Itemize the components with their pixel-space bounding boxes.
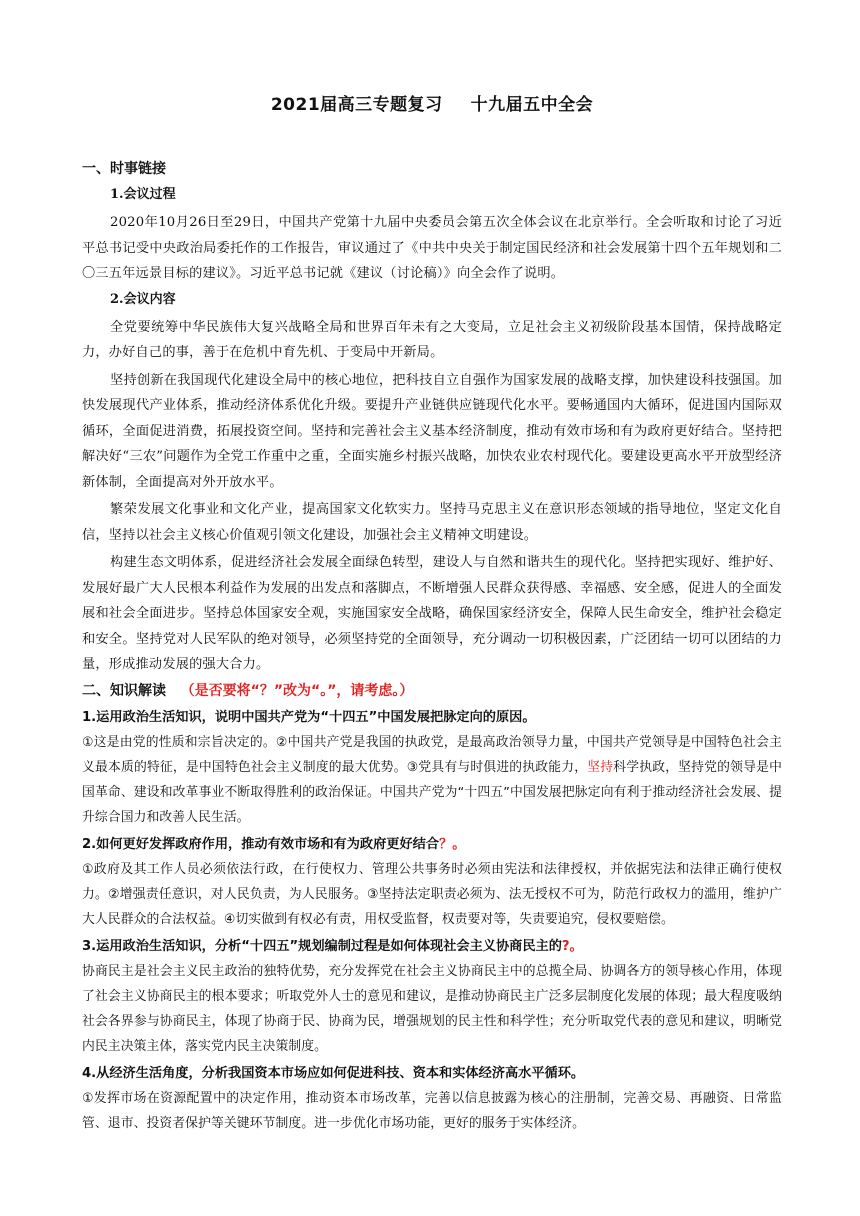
- paragraph: 坚持创新在我国现代化建设全局中的核心地位，把科技自立自强作为国家发展的战略支撑，加快建设科技强国。加快发展现代产业体系，推动经济体系优化升级。要提升产业链供应链现代化水平。要畅通国内大循环，促进国内国际双循环，全面促进消费，拓展投资空间。坚持和完善社会主义基本经济制度，推动有效市场和有为政府更好结合。坚持把解决好“三农”问题作为全党工作重中之重，全面实施乡村振兴战略，加快农业农村现代化。要建设更高水平开放型经济新体制，全面提高对外开放水平。: [82, 372, 782, 490]
- answer-3: 协商民主是社会主义民主政治的独特优势，充分发挥党在社会主义协商民主中的总揽全局、协调各方的领导核心作用，体现了社会主义协商民主的根本要求；听取党外人士的意见和建议，是推动协商民主广泛多层制度化发展的体现；最大程度吸纳社会各界参与协商民主，体现了协商于民、协商为民，增强规划的民主性和科学性；充分听取党代表的意见和建议，明晰党内民主决策主体，落实党内民主决策制度。: [82, 963, 782, 1055]
- answer-4: ①发挥市场在资源配置中的决定作用，推动资本市场改革，完善以信息披露为核心的注册制，完善交易、再融资、日常监管、退市、投资者保护等关键环节制度。进一步优化市场功能，更好的服务于实体经济。: [82, 1090, 782, 1132]
- page-title: [82, 92, 782, 118]
- question-block-1: [82, 706, 782, 831]
- answer-2: ①政府及其工作人员必须依法行政，在行使权力、管理公共事务时必须由宪法和法律授权，并依据宪法和法律正确行使权力。②增强责任意识，对人民负责，为人民服务。③坚持法定职责必须为、法无授权不可为，防范行政权力的滥用，维护广大人民群众的合法权益。④切实做到有权必有责，用权受监督，权责要对等，失责要追究，侵权要赔偿。: [82, 861, 782, 928]
- question-2: 2.如何更好发挥政府作用，推动有效市场和有为政府更好结合？。: [82, 836, 466, 852]
- document-body: [82, 92, 782, 1138]
- paragraph: 全党要统筹中华民族伟大复兴战略全局和世界百年未有之大变局，立足社会主义初级阶段基本国情，保持战略定力，办好自己的事，善于在危机中育先机、于变局中开新局。: [82, 319, 782, 360]
- section-1-sub2-heading: 2.会议内容: [110, 291, 176, 307]
- title-right: 十九届五中全会: [470, 95, 594, 115]
- highlight-text: 坚持: [587, 759, 614, 775]
- question-3: 3.运用政治生活知识，分析“十四五”规划编制过程是如何体现社会主义协商民主的?。: [82, 938, 583, 954]
- paragraph: 构建生态文明体系，促进经济社会发展全面绿色转型，建设人与自然和谐共生的现代化。坚持把实现好、维护好、发展好最广大人民根本利益作为发展的出发点和落脚点，不断增强人民群众获得感、幸福感、安全感，促进人的全面发展和社会全面进步。坚持总体国家安全观，实施国家安全战略，确保国家经济安全，保障人民生命安全，维护社会稳定和安全。坚持党对人民军队的绝对领导，必须坚持党的全面领导，充分调动一切积极因素，广泛团结一切可以团结的力量，形成推动发展的强大合力。: [82, 555, 782, 672]
- question-block-3: [82, 935, 782, 1060]
- section-1-heading: 一、时事链接: [82, 161, 166, 177]
- section-2-heading: [82, 680, 782, 702]
- section-1-sub1-heading: 1.会议过程: [110, 187, 176, 202]
- section-2-title: 二、知识解读: [82, 682, 166, 699]
- question-4: 4.从经济生活角度，分析我国资本市场应如何促进科技、资本和实体经济高水平循环。: [82, 1065, 585, 1081]
- paragraph: 2020年10月26日至29日，中国共产党第十九届中央委员会第五次全体会议在北京举行。全会听取和讨论了习近平总书记受中央政治局委托作的工作报告，审议通过了《中共中央关于制定国民经济和社会发展第十四个五年规划和二〇三五年远景目标的建议》。习近平总书记就《建议（讨论稿）》向全会作了说明。: [82, 215, 782, 281]
- answer-1: ①这是由党的性质和宗旨决定的。②中国共产党是我国的执政党，是最高政治领导力量，中国共产党领导是中国特色社会主义最本质的特征，是中国特色社会主义制度的最大优势。③党具有与时俱进的执政能力，坚持科学执政，坚持党的领导是中国革命、建设和改革事业不断取得胜利的政治保证。中国共产党为“十四五”中国发展把脉定向有利于推动经济社会发展、提升综合国力和改善人民生活。: [82, 734, 782, 826]
- question-block-4: [82, 1062, 782, 1137]
- editor-note: （是否要将“？”改为“。”，请考虑。）: [180, 682, 414, 699]
- title-left: 2021届高三专题复习: [270, 95, 443, 115]
- question-block-2: [82, 833, 782, 933]
- question-1: 1.运用政治生活知识，说明中国共产党为“十四五”中国发展把脉定向的原因。: [82, 709, 536, 725]
- paragraph: 繁荣发展文化事业和文化产业，提高国家文化软实力。坚持马克思主义在意识形态领域的指导地位，坚定文化自信，坚持以社会主义核心价值观引领文化建设，加强社会主义精神文明建设。: [82, 502, 782, 543]
